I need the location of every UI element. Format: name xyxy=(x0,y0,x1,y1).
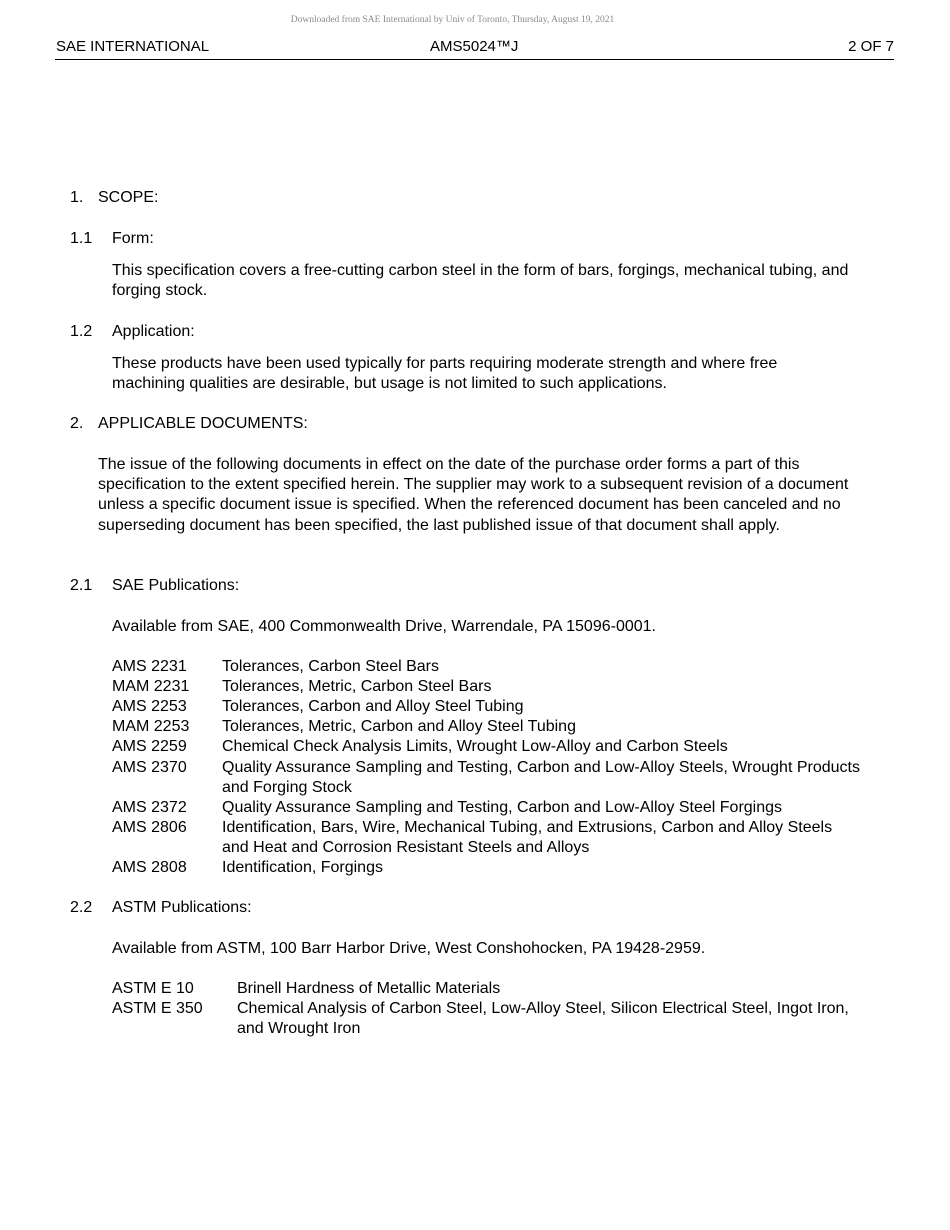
section-1-title: SCOPE: xyxy=(98,189,159,206)
section-1-2-body: These products have been used typically for parts requiring moderate strength and where free machining qualities are desirable, but usage is not limited to such applications. xyxy=(112,355,778,393)
header-rule xyxy=(55,59,894,60)
doc-id: AMS 2253 xyxy=(112,698,187,715)
section-2-2-number: 2.2 xyxy=(70,899,93,916)
section-2-1-number: 2.1 xyxy=(70,577,93,594)
header-page-number: 2 OF 7 xyxy=(848,38,894,55)
doc-title: Tolerances, Metric, Carbon Steel Bars xyxy=(222,678,492,695)
doc-id: ASTM E 10 xyxy=(112,980,194,997)
section-1-1-number: 1.1 xyxy=(70,230,93,247)
doc-title: Tolerances, Carbon Steel Bars xyxy=(222,658,439,675)
section-1-2-number: 1.2 xyxy=(70,323,93,340)
doc-id: AMS 2372 xyxy=(112,799,187,816)
section-1-1-title: Form: xyxy=(112,230,154,247)
doc-title: Identification, Forgings xyxy=(222,859,383,876)
doc-id: MAM 2231 xyxy=(112,678,190,695)
doc-title: Tolerances, Carbon and Alloy Steel Tubing xyxy=(222,698,524,715)
doc-title: Chemical Analysis of Carbon Steel, Low-Alloy Steel, Silicon Electrical Steel, Ingot Iron, and Wrought Iron xyxy=(237,1000,849,1038)
doc-title: Identification, Bars, Wire, Mechanical Tubing, and Extrusions, Carbon and Alloy Steels and Heat and Corrosion Resistant Steels and Alloys xyxy=(222,819,833,857)
download-watermark: Downloaded from SAE International by Univ of Toronto, Thursday, August 19, 2021 xyxy=(290,15,615,25)
doc-id: AMS 2808 xyxy=(112,859,187,876)
section-2-body: The issue of the following documents in effect on the date of the purchase order forms a part of this specification to the extent specified herein. The supplier may work to a subsequent revision of a document unless a specific document issue is specified. When the referenced document has been canceled and no superseding document has been specified, the last published issue of that document shall apply. xyxy=(98,456,849,534)
header-publisher: SAE INTERNATIONAL xyxy=(56,38,210,55)
header-document-number: AMS5024™J xyxy=(430,38,519,55)
section-1-number: 1. xyxy=(70,189,84,206)
sae-availability: Available from SAE, 400 Commonwealth Drive, Warrendale, PA 15096-0001. xyxy=(112,618,656,635)
doc-id: MAM 2253 xyxy=(112,718,190,735)
doc-id: ASTM E 350 xyxy=(112,1000,203,1017)
section-2-number: 2. xyxy=(70,415,84,432)
doc-title: Quality Assurance Sampling and Testing, Carbon and Low-Alloy Steel Forgings xyxy=(222,799,783,816)
doc-id: AMS 2259 xyxy=(112,738,187,755)
doc-id: AMS 2806 xyxy=(112,819,187,836)
astm-availability: Available from ASTM, 100 Barr Harbor Drive, West Conshohocken, PA 19428-2959. xyxy=(112,940,706,957)
doc-id: AMS 2370 xyxy=(112,759,187,776)
section-2-1-title: SAE Publications: xyxy=(112,577,240,594)
section-1-2-title: Application: xyxy=(112,323,195,340)
section-1-1-body: This specification covers a free-cutting carbon steel in the form of bars, forgings, mechanical tubing, and forging stock. xyxy=(112,262,849,300)
doc-id: AMS 2231 xyxy=(112,658,187,675)
section-2-2-title: ASTM Publications: xyxy=(112,899,252,916)
doc-title: Tolerances, Metric, Carbon and Alloy Steel Tubing xyxy=(222,718,576,735)
doc-title: Brinell Hardness of Metallic Materials xyxy=(237,980,501,997)
doc-title: Chemical Check Analysis Limits, Wrought Low-Alloy and Carbon Steels xyxy=(222,738,728,755)
doc-title: Quality Assurance Sampling and Testing, Carbon and Low-Alloy Steels, Wrought Products and Forging Stock xyxy=(222,759,860,797)
section-2-title: APPLICABLE DOCUMENTS: xyxy=(98,415,308,432)
